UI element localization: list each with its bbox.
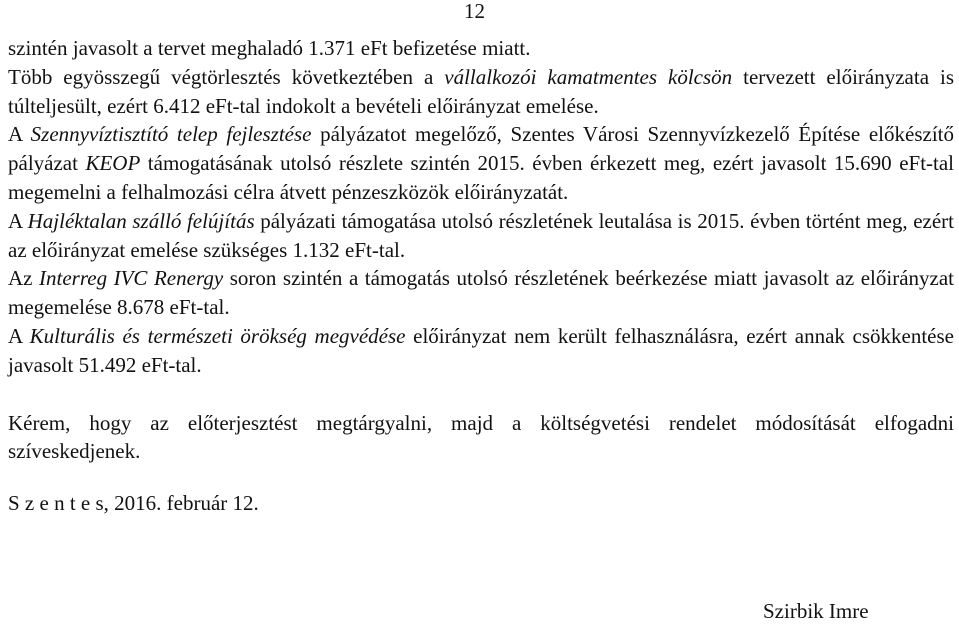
paragraph-text: tervezett előirányzata is túlteljesült, ezért 6.412 eFt-tal indokolt a bevételi előirányzat emelése. (8, 64, 955, 118)
paragraph-interreg (8, 264, 954, 322)
paragraph-text: soron szintén a támogatás utolsó részletének beérkezése miatt javasolt az előirányzat megemelése 8.678 eFt-tal. (8, 266, 955, 320)
paragraph-befizetes (8, 34, 954, 63)
paragraph-text: előirányzat nem került felhasználásra, ezért annak csökkentése javasolt 51.492 eFt-tal. (8, 323, 954, 377)
paragraph-hajlektalan-szallo (8, 207, 954, 265)
emphasis-kulturalis-orokseg: Kulturális és természeti örökség megvédése (29, 323, 406, 348)
paragraph-text: A (8, 208, 28, 233)
emphasis-vallalkozoi-kolcson: vállalkozói kamatmentes kölcsön (444, 64, 733, 89)
paragraph-spacer (8, 466, 954, 489)
page-number: 12 (464, 0, 485, 23)
paragraph-szennyviztisztito (8, 120, 954, 206)
paragraph-text: A (8, 323, 30, 348)
emphasis-szennyviztisztito: Szennyvíztisztító telep fejlesztése (30, 122, 312, 147)
emphasis-hajlektalan-szallo: Hajléktalan szálló felújítás (27, 208, 255, 233)
paragraph-spacer (8, 380, 954, 409)
paragraph-text: Több egyösszegű végtörlesztés következtében a (8, 64, 445, 89)
paragraph-kulturalis-orokseg (8, 322, 954, 380)
emphasis-interreg: Interreg IVC Renergy (39, 266, 224, 291)
paragraph-text: pályázati támogatása utolsó részletének leutalása is 2015. évben történt meg, ezért az előirányzat emelése szükséges 1.132 eFt-tal. (8, 208, 955, 262)
paragraph-text: támogatásának utolsó részlete szintén 2015. évben érkezett meg, ezért javasolt 15.690 eFt-tal megemelni a felhalmozási célra átvett pénzeszközök előirányzatát. (8, 151, 955, 204)
document-body (8, 34, 954, 518)
paragraph-text: szintén javasolt a tervet meghaladó 1.371 eFt befizetése miatt. (8, 36, 531, 60)
paragraph-text: Az (8, 266, 40, 291)
paragraph-text: A (8, 122, 31, 147)
place-and-date: S z e n t e s, 2016. február 12. (8, 491, 259, 516)
paragraph-text: pályázatot megelőző, Szentes Városi Szennyvízkezelő Építése előkészítő pályázat (8, 122, 954, 176)
signature-name: Szirbik Imre (763, 599, 869, 623)
emphasis-keop: KEOP (85, 151, 141, 176)
closing-request: Kérem, hogy az előterjesztést megtárgyalni, majd a költségvetési rendelet módosítását elfogadni szíveskedjenek. (8, 410, 954, 464)
paragraph-kamatmentes-kolcson (8, 63, 954, 121)
